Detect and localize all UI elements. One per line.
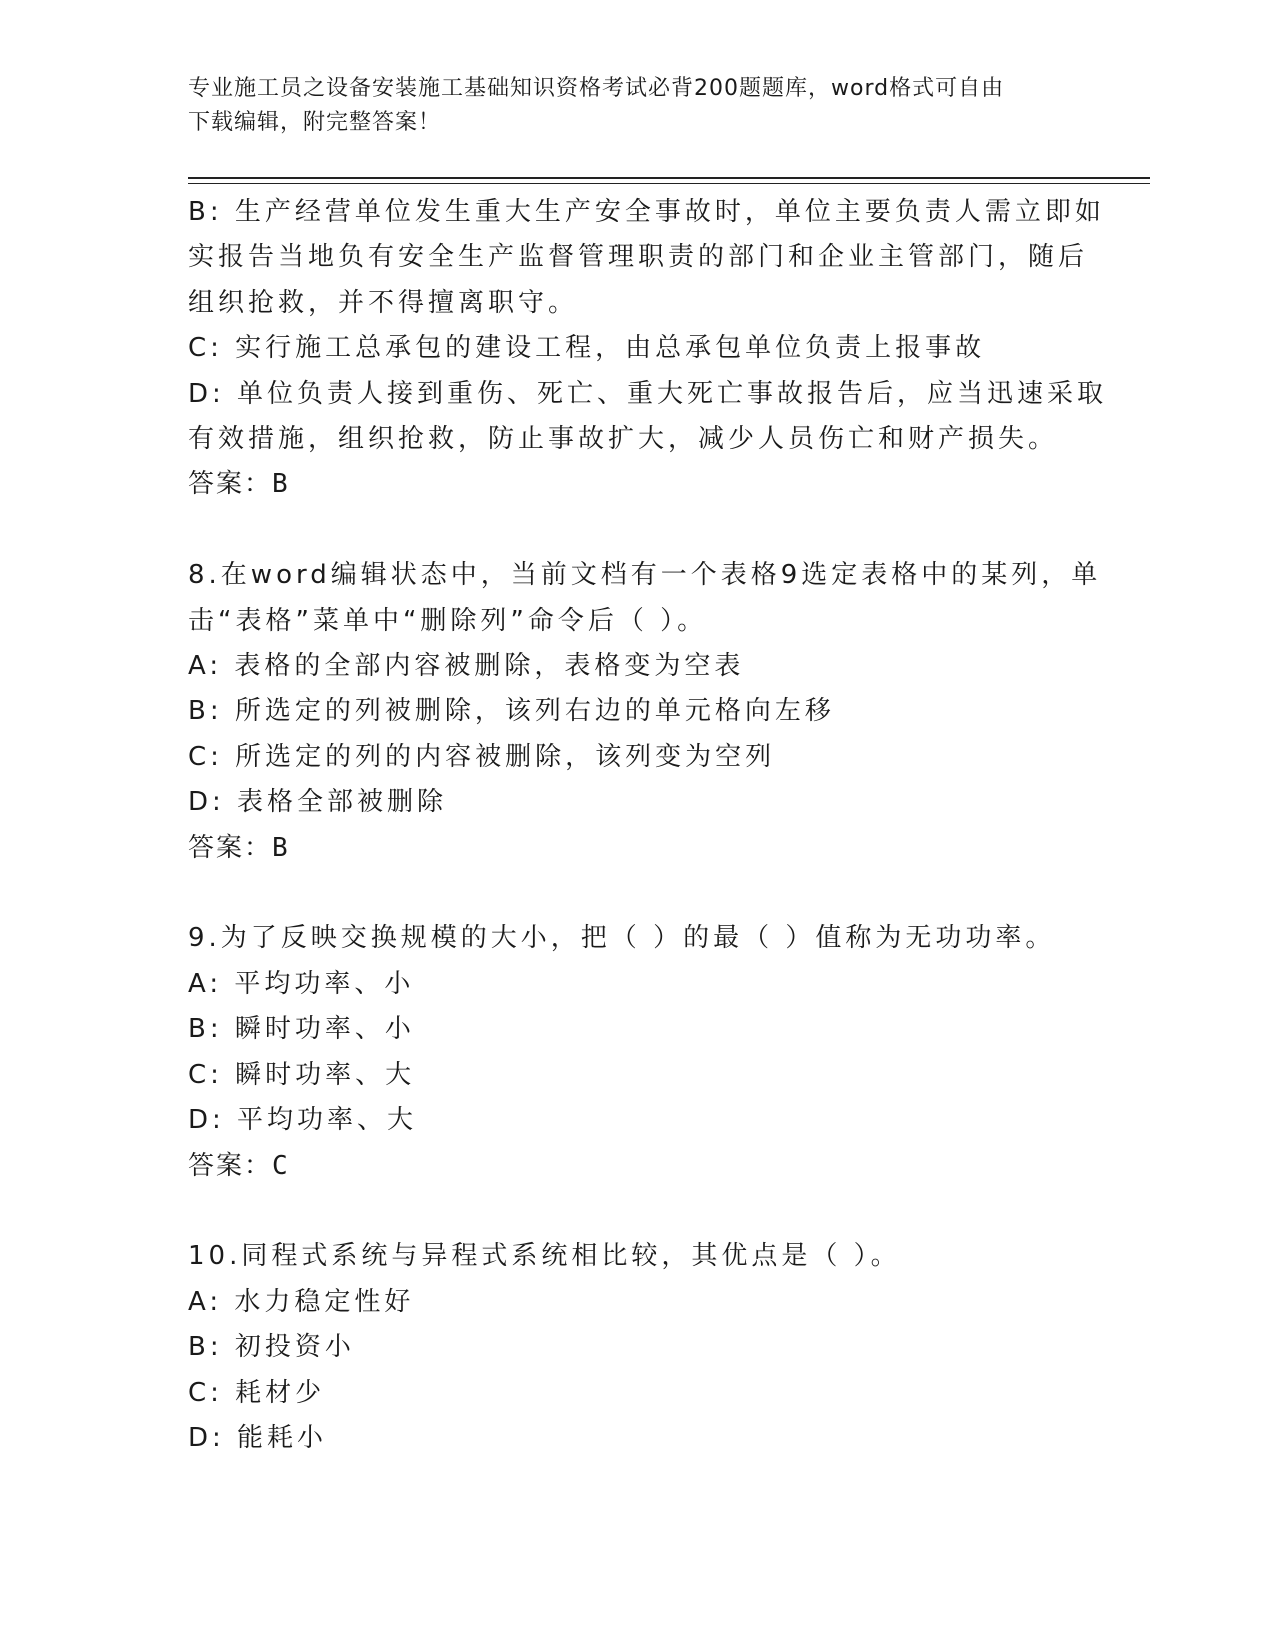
q10-option-c: C: 耗材少 [188,1377,326,1408]
q8-option-d: D: 表格全部被删除 [188,787,448,818]
question-9 [188,916,1078,1188]
q8-answer: 答案：B [188,832,290,863]
q8-stem-line-2: 击“表格”菜单中“删除列”命令后（ ）。 [188,605,708,636]
q9-answer: 答案：C [188,1150,290,1181]
document-body [188,190,1108,1461]
header-line-2: 下载编辑，附完整答案！ [188,110,442,135]
question-10 [188,1234,1078,1461]
q7-option-b-line-2: 实报告当地负有安全生产监督管理职责的部门和企业主管部门，随后 [188,242,1089,273]
header-line-1: 专业施工员之设备安装施工基础知识资格考试必背200题题库，word格式可自由 [188,76,1005,101]
spacer [188,1189,1078,1234]
q9-stem: 9.为了反映交换规模的大小，把（ ）的最（ ）值称为无功功率。 [188,923,1056,954]
q8-option-c: C: 所选定的列的内容被删除，该列变为空列 [188,741,776,772]
spacer [188,871,1078,916]
question-7-continued [188,190,1108,508]
q7-option-d-line-1: D: 单位负责人接到重伤、死亡、重大死亡事故报告后，应当迅速采取 [188,378,1108,409]
q9-option-c: C: 瞬时功率、大 [188,1059,416,1090]
q7-answer: 答案：B [188,469,290,500]
q7-option-b-line-3: 组织抢救，并不得擅离职守。 [188,287,579,318]
q10-option-b: B: 初投资小 [188,1332,355,1363]
q7-option-d-line-2: 有效措施，组织抢救，防止事故扩大，减少人员伤亡和财产损失。 [188,424,1059,455]
header-rule-thick [188,177,1150,179]
header-rule-thin [188,183,1150,184]
q9-option-a: A: 平均功率、小 [188,968,415,999]
q9-option-b: B: 瞬时功率、小 [188,1014,415,1045]
q7-option-b-line-1: B: 生产经营单位发生重大生产安全事故时，单位主要负责人需立即如 [188,197,1105,227]
q8-stem-line-1: 8.在word编辑状态中，当前文档有一个表格9选定表格中的某列，单 [188,560,1102,591]
q8-option-b: B: 所选定的列被删除，该列右边的单元格向左移 [188,696,835,727]
q8-option-a: A: 表格的全部内容被删除，表格变为空表 [188,651,745,682]
q10-stem: 10.同程式系统与异程式系统相比较，其优点是（ ）。 [188,1241,901,1272]
document-header [188,72,1078,140]
q7-option-c: C: 实行施工总承包的建设工程，由总承包单位负责上报事故 [188,333,986,364]
q10-option-a: A: 水力稳定性好 [188,1286,415,1317]
q9-option-d: D: 平均功率、大 [188,1105,418,1136]
spacer [188,508,1078,553]
q10-option-d: D: 能耗小 [188,1422,328,1453]
question-8 [188,553,1102,871]
